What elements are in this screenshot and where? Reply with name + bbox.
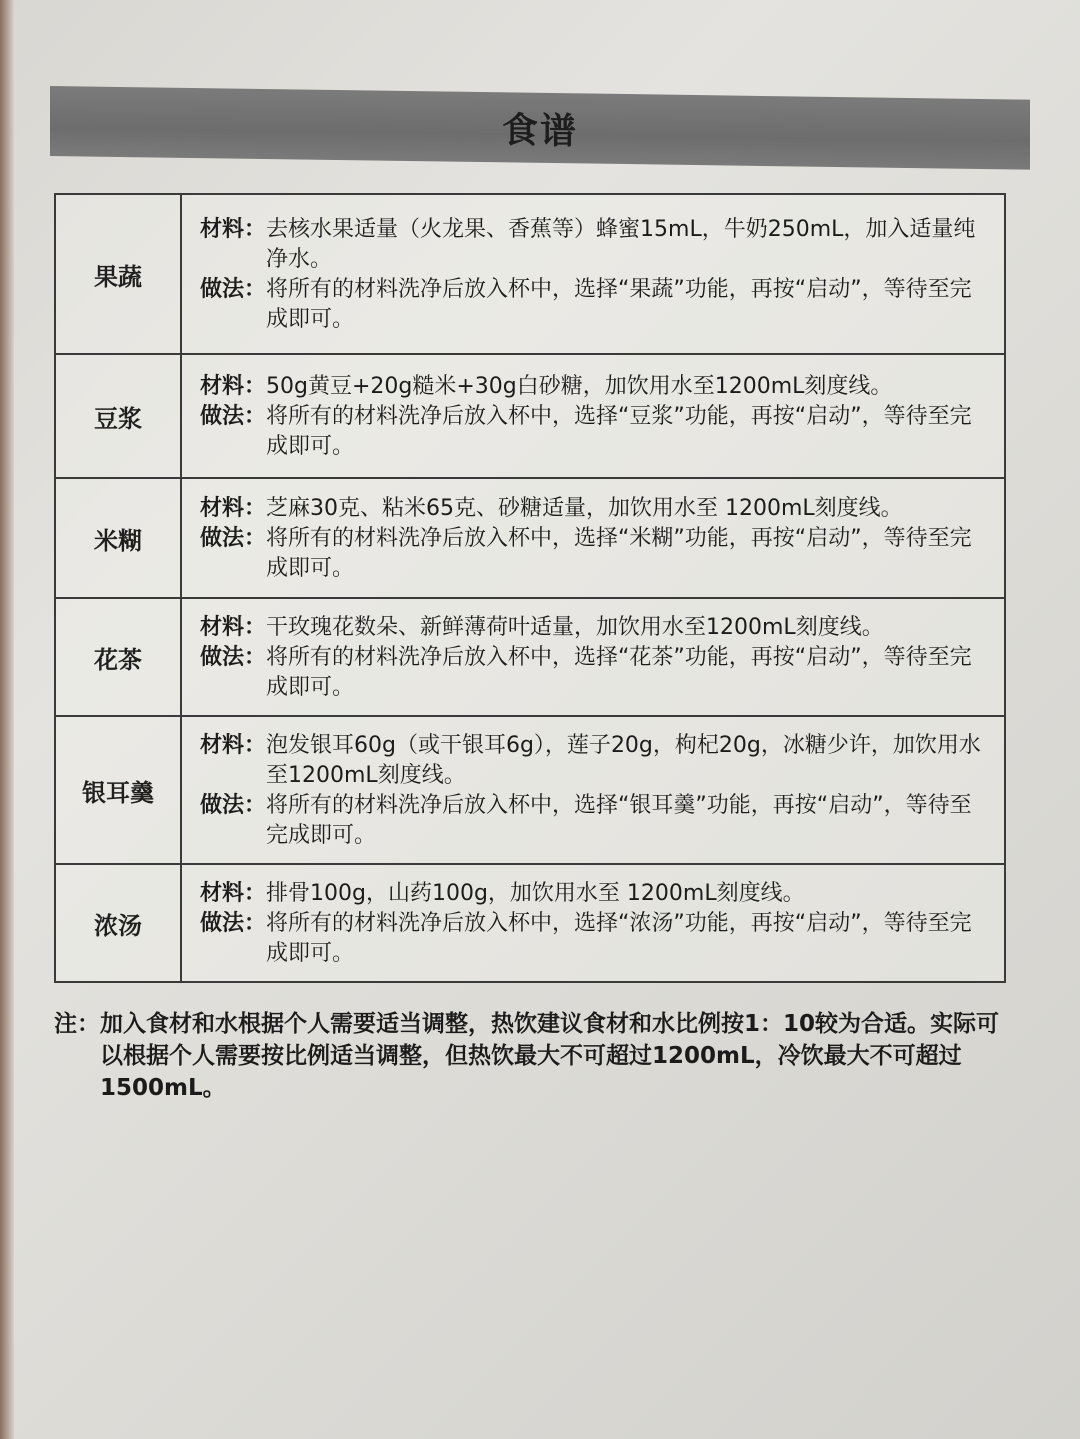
method-label: 做法： [200,793,267,818]
book-page-edge [0,0,14,1439]
recipe-details [181,354,1005,478]
method-line [200,909,988,969]
title-banner [50,86,1030,170]
recipe-row [55,716,1005,864]
note-label: 注： [54,1011,100,1037]
ingredients-text: 去核水果适量（火龙果、香蕉等）蜂蜜15mL，牛奶250mL，加入适量纯净水。 [266,217,976,272]
ingredients-text: 干玫瑰花数朵、新鲜薄荷叶适量，加饮用水至1200mL刻度线。 [266,615,884,640]
recipe-row [55,194,1005,354]
ingredients-label: 材料： [200,496,267,521]
recipe-row [55,598,1005,716]
ingredients-line [200,731,988,791]
method-text: 将所有的材料洗净后放入杯中，选择“银耳羹”功能，再按“启动”，等待至完成即可。 [266,793,972,848]
ingredients-label: 材料： [200,217,267,242]
ingredients-line [200,879,988,909]
method-label: 做法： [200,526,267,551]
ingredients-label: 材料： [200,374,267,399]
recipe-details [181,194,1005,354]
recipe-row [55,478,1005,598]
method-line [200,524,988,584]
method-line [200,643,988,703]
ingredients-line [200,494,988,524]
method-text: 将所有的材料洗净后放入杯中，选择“米糊”功能，再按“启动”，等待至完成即可。 [266,526,972,581]
ingredients-text: 泡发银耳60g（或干银耳6g），莲子20g，枸杞20g，冰糖少许，加饮用水至1200mL刻度线。 [266,733,981,788]
recipe-details [181,716,1005,864]
method-text: 将所有的材料洗净后放入杯中，选择“豆浆”功能，再按“启动”，等待至完成即可。 [266,404,972,459]
recipe-name: 果蔬 [55,194,181,354]
ingredients-text: 芝麻30克、粘米65克、砂糖适量，加饮用水至 1200mL刻度线。 [266,496,903,521]
ingredients-text: 排骨100g，山药100g，加饮用水至 1200mL刻度线。 [266,881,805,906]
method-text: 将所有的材料洗净后放入杯中，选择“果蔬”功能，再按“启动”，等待至完成即可。 [266,277,972,332]
ingredients-line [200,613,988,643]
ingredients-line [200,372,988,402]
manual-page [14,0,1080,1439]
method-text: 将所有的材料洗净后放入杯中，选择“花茶”功能，再按“启动”，等待至完成即可。 [266,645,972,700]
recipe-details [181,598,1005,716]
ingredients-label: 材料： [200,733,267,758]
recipe-name: 银耳羹 [55,716,181,864]
footnote [54,1008,1014,1104]
method-label: 做法： [200,645,267,670]
ingredients-text: 50g黄豆+20g糙米+30g白砂糖，加饮用水至1200mL刻度线。 [266,374,893,399]
ingredients-label: 材料： [200,881,267,906]
recipe-table [54,193,1006,983]
page-title: 食谱 [501,109,578,152]
recipe-name: 浓汤 [55,864,181,982]
method-text: 将所有的材料洗净后放入杯中，选择“浓汤”功能，再按“启动”，等待至完成即可。 [266,911,972,966]
recipe-name: 豆浆 [55,354,181,478]
recipe-row [55,354,1005,478]
note-text: 加入食材和水根据个人需要适当调整，热饮建议食材和水比例按1：10较为合适。实际可以根据个人需要按比例适当调整，但热饮最大不可超过1200mL，冷饮最大不可超过1500mL。 [100,1011,1000,1101]
method-line [200,275,988,335]
recipe-name: 花茶 [55,598,181,716]
recipe-row [55,864,1005,982]
method-label: 做法： [200,277,267,302]
method-label: 做法： [200,911,267,936]
recipe-details [181,864,1005,982]
method-line [200,791,988,851]
ingredients-label: 材料： [200,615,267,640]
method-label: 做法： [200,404,267,429]
recipe-details [181,478,1005,598]
recipe-name: 米糊 [55,478,181,598]
ingredients-line [200,215,988,275]
method-line [200,402,988,462]
